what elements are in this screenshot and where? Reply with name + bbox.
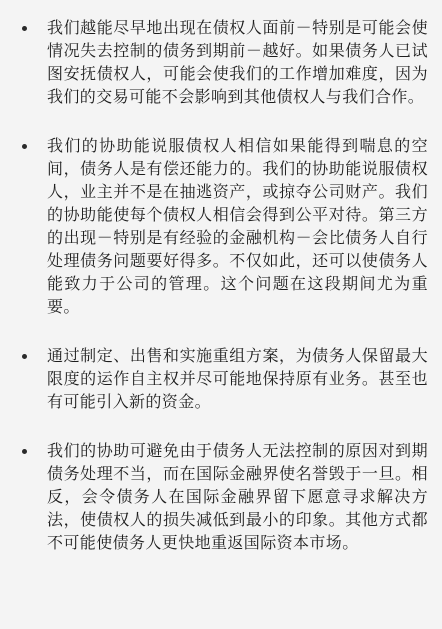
bullet-list	[14, 16, 428, 554]
bullet-item	[14, 16, 428, 108]
bullet-dot-icon	[22, 354, 27, 359]
bullet-text: 通过制定、出售和实施重组方案，为债务人保留最大限度的运作自主权并尽可能地保持原有业务。甚至也有可能引入新的资金。	[47, 346, 428, 411]
bullet-item	[14, 439, 428, 554]
bullet-dot-icon	[22, 449, 27, 454]
bullet-item	[14, 134, 428, 318]
bullet-dot-icon	[22, 144, 27, 149]
bullet-text: 我们越能尽早地出现在债权人面前－特别是可能会使情况失去控制的债务到期前－越好。如果债务人已试图安抚债权人，可能会使我们的工作增加难度，因为我们的交易可能不会影响到其他债权人与我们合作。	[47, 18, 428, 106]
bullet-text: 我们的协助能说服债权人相信如果能得到喘息的空间，债务人是有偿还能力的。我们的协助能说服债权人，业主并不是在抽逃资产，或掠夺公司财产。我们的协助能使每个债权人相信会得到公平对待。第三方的出现－特别是有经验的金融机构－会比债务人自行处理债务问题要好得多。不仅如此，还可以使债务人能致力于公司的管理。这个问题在这段期间尤为重要。	[47, 136, 428, 316]
bullet-item	[14, 344, 428, 413]
bullet-text: 我们的协助可避免由于债务人无法控制的原因对到期债务处理不当，而在国际金融界使名誉毁于一旦。相反，会令债务人在国际金融界留下愿意寻求解决方法，使债权人的损失减低到最小的印象。其他方式都不可能使债务人更快地重返国际资本市场。	[47, 441, 428, 552]
bullet-dot-icon	[22, 26, 27, 31]
